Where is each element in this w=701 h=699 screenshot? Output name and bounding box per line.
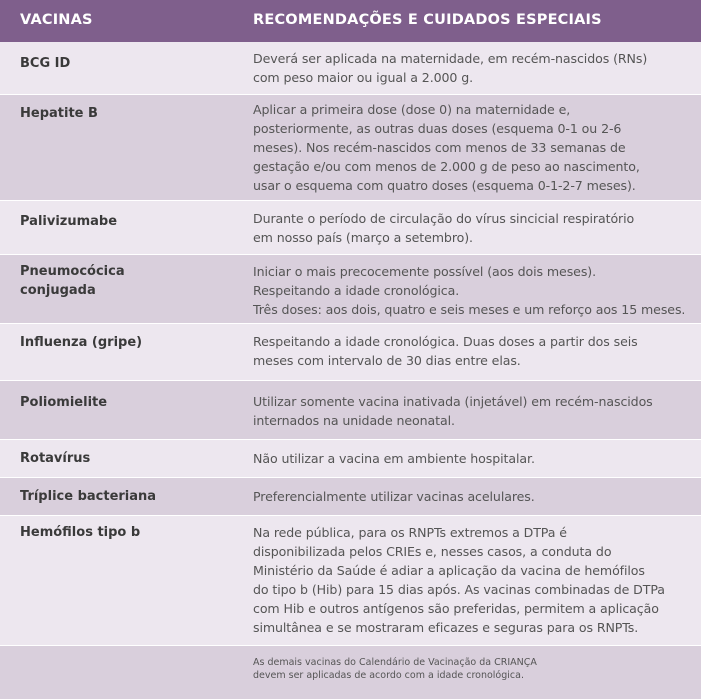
vaccine-name: Hepatite B [20,106,98,121]
vaccine-recommendation: Respeitando a idade cronológica. Duas doses a partir dos seis meses com intervalo de 30 dias entre elas. [253,334,638,368]
vaccine-recommendation: Durante o período de circulação do vírus sincicial respiratório em nosso país (março a setembro). [253,211,635,245]
vaccine-recommendation: Utilizar somente vacina inativada (injetável) em recém-nascidos internados na unidade neonatal. [253,394,653,428]
footnote-text: As demais vacinas do Calendário de Vacinação da CRIANÇA devem ser aplicadas de acordo com a idade cronológica. [253,657,537,681]
vaccine-name: BCG ID [20,56,71,71]
vaccine-recommendation: Preferencialmente utilizar vacinas acelulares. [253,489,535,504]
table-row [0,381,701,440]
header-vacinas: VACINAS [20,12,93,28]
vaccine-name: Pneumocócica conjugada [20,264,125,298]
table-row [0,255,701,324]
vaccine-recommendation: Iniciar o mais precocemente possível (aos dois meses). Respeitando a idade cronológica. Três doses: aos dois, quatro e seis meses e um reforço aos 15 meses. [253,264,686,317]
vaccine-name: Hemófilos tipo b [20,525,141,540]
table-footnote [0,646,701,699]
table-row [0,440,701,478]
table-row [0,478,701,516]
table-row [0,516,701,646]
table-row [0,95,701,201]
vaccine-recommendation: Aplicar a primeira dose (dose 0) na maternidade e, posteriormente, as outras duas doses (esquema 0-1 ou 2-6 meses). Nos recém-nascidos com menos de 33 semanas de gestação e/ou com menos de 2.000 g de peso ao nascimento, usar o esquema com quatro doses (esquema 0-1-2-7 meses). [253,102,640,193]
table-row [0,201,701,255]
vaccine-name: Palivizumabe [20,214,118,229]
table-row [0,42,701,95]
vaccine-name: Rotavírus [20,451,91,466]
vaccine-recommendation: Não utilizar a vacina em ambiente hospitalar. [253,451,535,466]
vaccine-name: Tríplice bacteriana [20,489,157,504]
header-recomendacoes: RECOMENDAÇÕES E CUIDADOS ESPECIAIS [253,12,602,28]
vaccine-recommendation: Na rede pública, para os RNPTs extremos a DTPa é disponibilizada pelos CRIEs e, nesses casos, a conduta do Ministério da Saúde é adiar a aplicação da vacina de hemófilos do tipo b (Hib) para 15 dias após. As vacinas combinadas de DTPa com Hib e outros antígenos são preferidas, permitem a aplicação simultânea e se mostraram eficazes e seguras para os RNPTs. [253,525,665,635]
table-header [0,0,701,42]
table-row [0,324,701,381]
vaccine-recommendation: Deverá ser aplicada na maternidade, em recém-nascidos (RNs) com peso maior ou igual a 2.000 g. [253,51,648,85]
vaccine-name: Influenza (gripe) [20,335,143,350]
vaccine-name: Poliomielite [20,395,108,410]
